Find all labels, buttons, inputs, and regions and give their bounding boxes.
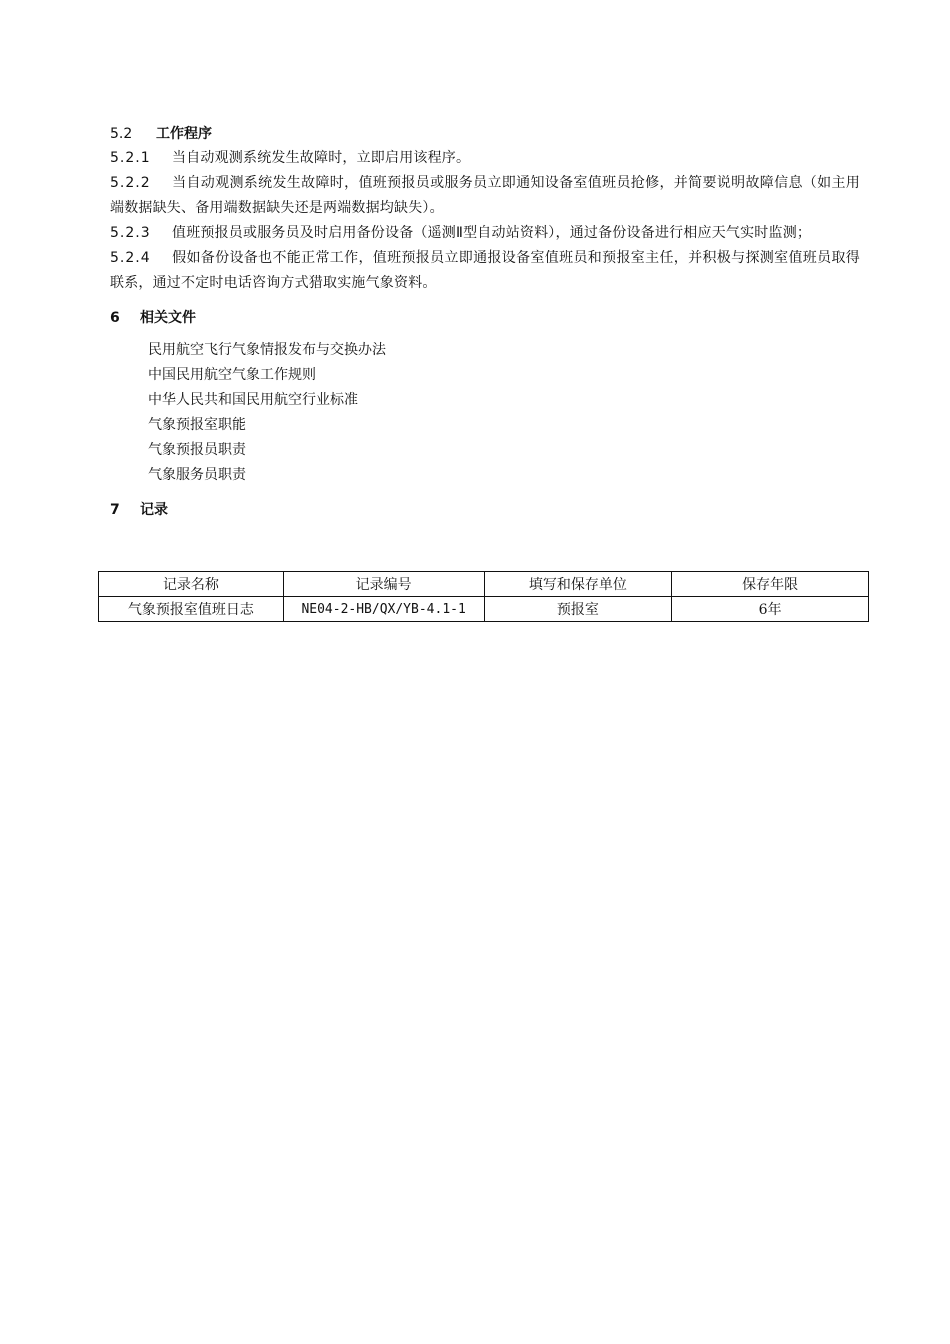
related-documents-list [148,338,860,488]
procedure-step [110,221,860,246]
procedure-step [110,171,860,221]
step-text: 假如备份设备也不能正常工作，值班预报员立即通报设备室值班员和预报室主任，并积极与探测室值班员取得联系，通过不定时电话咨询方式猎取实施气象资料。 [110,250,860,291]
section-number: 5.2 [110,126,133,142]
list-item: 气象服务员职责 [148,467,246,483]
table-cell: NE04-2-HB/QX/YB-4.1-1 [283,597,484,622]
column-header: 填写和保存单位 [484,572,672,597]
step-text: 当自动观测系统发生故障时，值班预报员或服务员立即通知设备室值班员抢修，并简要说明故障信息（如主用端数据缺失、备用端数据缺失还是两端数据均缺失）。 [110,175,860,216]
list-item: 中华人民共和国民用航空行业标准 [148,392,358,408]
table-row [99,597,869,622]
procedure-step [110,246,860,296]
step-number: 5.2.3 [110,225,151,241]
table-cell: 气象预报室值班日志 [99,597,284,622]
step-text: 当自动观测系统发生故障时，立即启用该程序。 [172,150,471,166]
section-title: 工作程序 [156,126,212,142]
column-header: 记录名称 [99,572,284,597]
column-header: 记录编号 [283,572,484,597]
step-text: 值班预报员或服务员及时启用备份设备（遥测Ⅱ型自动站资料），通过备份设备进行相应天气实时监测； [172,225,812,241]
list-item: 民用航空飞行气象情报发布与交换办法 [148,342,386,358]
step-number: 5.2.1 [110,150,151,166]
section-title: 相关文件 [140,310,196,326]
section-6-heading [110,306,860,330]
document-page [110,122,860,522]
step-number: 5.2.4 [110,250,151,266]
column-header: 保存年限 [672,572,869,597]
section-number: 6 [110,310,120,326]
records-table [98,571,869,622]
step-number: 5.2.2 [110,175,151,191]
list-item: 中国民用航空气象工作规则 [148,367,316,383]
list-item: 气象预报员职责 [148,442,246,458]
section-title: 记录 [140,502,168,518]
section-5-2-heading [110,122,860,146]
list-item: 气象预报室职能 [148,417,246,433]
section-number: 7 [110,502,120,518]
table-cell: 预报室 [484,597,672,622]
table-header-row [99,572,869,597]
table-cell: 6年 [672,597,869,622]
section-7-heading [110,498,860,522]
procedure-step [110,146,860,171]
